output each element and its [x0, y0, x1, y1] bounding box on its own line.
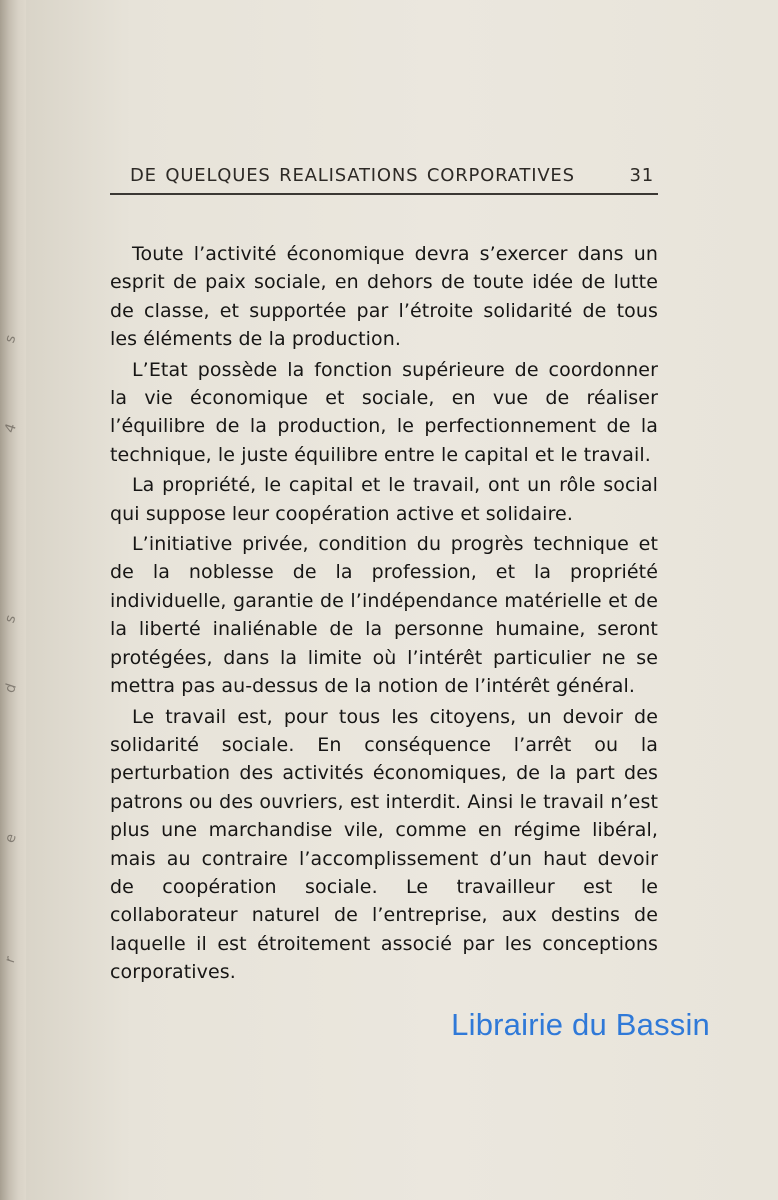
book-page	[26, 0, 778, 1200]
running-head	[110, 157, 658, 195]
facing-page-bleed-mark: s	[2, 332, 20, 345]
body-text	[110, 240, 658, 989]
paragraph: Le travail est, pour tous les citoyens, un devoir de solidarité sociale. En conséquence l’arrêt ou la perturbation des activités économiques, de la part des patrons ou des ouvriers, est interdit. Ainsi le travail n’est plus une marchandise vile, comme en régime libéral, mais au contraire l’accomplissement d’un haut devoir de coopération sociale. Le travailleur est le collaborateur naturel de l’entreprise, aux destins de laquelle il est étroitement associé par les conceptions corporatives.	[110, 705, 658, 984]
paragraph: L’Etat possède la fonction supérieure de coordonner la vie économique et sociale, en vue de réaliser l’équilibre de la production, le perfectionnement de la technique, le juste équilibre entre le capital et le travail.	[110, 358, 658, 466]
facing-page-bleed-mark: s	[2, 612, 20, 625]
paragraph: Toute l’activité économique devra s’exercer dans un esprit de paix sociale, en dehors de toute idée de lutte de classe, et supportée par l’étroite solidarité de tous les éléments de la production.	[110, 243, 658, 351]
facing-page-bleed-mark: r	[2, 954, 20, 965]
paragraph: L’initiative privée, condition du progrès technique et de la noblesse de la profession, et la propriété individuelle, garantie de l’indépendance matérielle et de la liberté inaliénable de la personne humaine, seront protégées, dans la limite où l’intérêt particulier ne se mettra pas au-dessus de la notion de l’intérêt général.	[110, 533, 658, 698]
page-title: DE QUELQUES REALISATIONS CORPORATIVES	[130, 164, 575, 186]
facing-page-bleed-mark: 4	[2, 421, 21, 435]
page-binding-shadow	[0, 0, 27, 1200]
watermark: Librairie du Bassin	[451, 1007, 710, 1042]
facing-page-bleed-mark: e	[2, 831, 21, 845]
facing-page-bleed-mark: d	[2, 681, 21, 695]
paragraph: La propriété, le capital et le travail, ont un rôle social qui suppose leur coopération active et solidaire.	[110, 474, 658, 525]
page-number: 31	[629, 164, 654, 186]
